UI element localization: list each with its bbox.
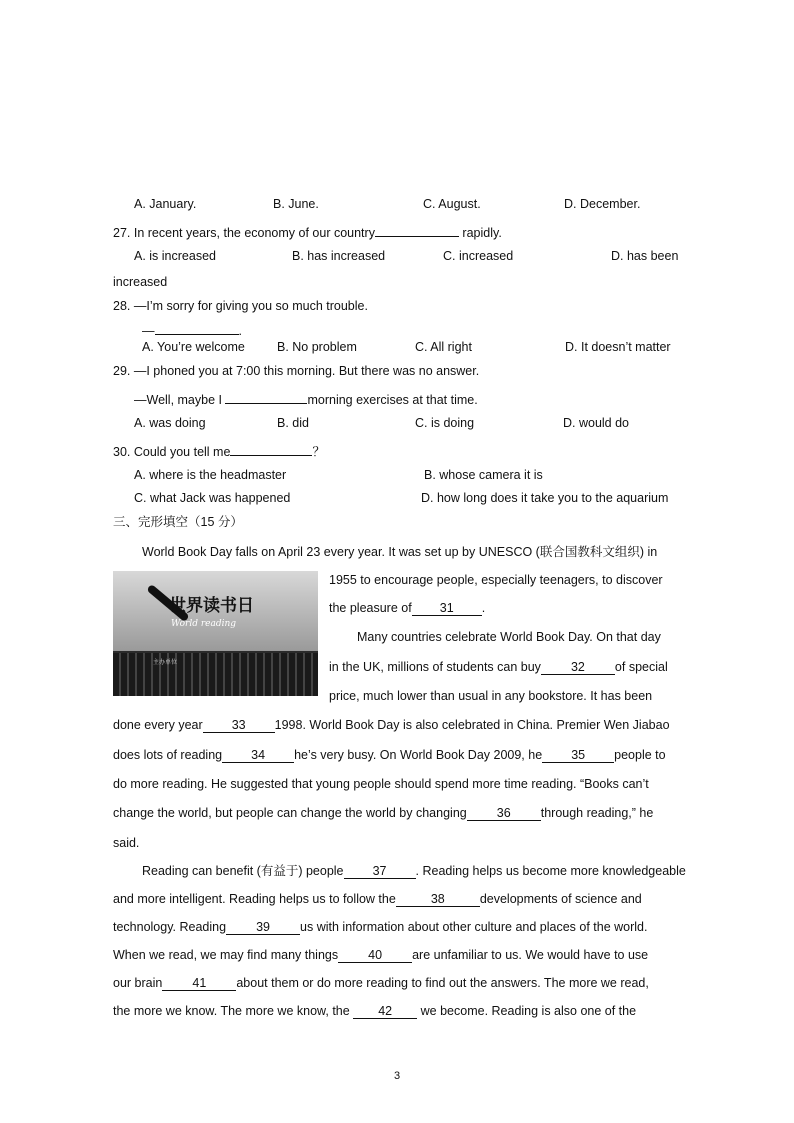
q29-reply: —Well, maybe I morning exercises at that time. (134, 389, 478, 408)
q27-option-b: B. has increased (292, 249, 386, 263)
q30-stem: 30. Could you tell me ？ (113, 441, 325, 460)
q29-stem: 29. —I phoned you at 7:00 this morning. But there was no answer. (113, 364, 480, 378)
q29-option-b: B. did (277, 416, 309, 430)
passage-line: change the world, but people can change the world by changing 36 through reading,” he (113, 806, 654, 820)
cloze-blank-38[interactable]: 38 (396, 892, 480, 907)
q26-option-d: D. December. (564, 197, 641, 211)
q29-option-a: A. was doing (134, 416, 206, 430)
passage-line: Reading can benefit (有益于) people 37 . Reading helps us become more knowledgeable (142, 864, 686, 878)
passage-line: and more intelligent. Reading helps us to follow the 38 developments of science and (113, 892, 642, 906)
passage-line: World Book Day falls on April 23 every year. It was set up by UNESCO (联合国教科文组织) in (142, 545, 658, 559)
cloze-blank-32[interactable]: 32 (541, 660, 615, 675)
q30-blank (230, 441, 312, 456)
q30-option-b: B. whose camera it is (424, 468, 543, 482)
image-title-text: 世界读书日 (169, 596, 254, 616)
cloze-blank-39[interactable]: 39 (226, 920, 300, 935)
image-subtitle-text: World reading (171, 619, 237, 629)
cloze-blank-41[interactable]: 41 (162, 976, 236, 991)
q26-option-a: A. January. (134, 197, 197, 211)
passage-line: the pleasure of 31 . (329, 601, 486, 615)
section-title-cloze: 三、完形填空（15 分） (113, 515, 243, 529)
passage-line: does lots of reading 34 he’s very busy. On World Book Day 2009, he 35 people to (113, 748, 666, 762)
cloze-blank-34[interactable]: 34 (222, 748, 294, 763)
q30-option-d: D. how long does it take you to the aquarium (421, 491, 669, 505)
q28-option-c: C. All right (415, 340, 472, 354)
q29-option-d: D. would do (563, 416, 630, 430)
q27-stem: 27. In recent years, the economy of our country rapidly. (113, 222, 502, 241)
passage-line: done every year 33 1998. World Book Day is also celebrated in China. Premier Wen Jiabao (113, 718, 670, 732)
cloze-blank-35[interactable]: 35 (542, 748, 614, 763)
passage-line: said. (113, 836, 140, 850)
q27-option-d-cont: increased (113, 275, 168, 289)
q30-option-a: A. where is the headmaster (134, 468, 287, 482)
image-caption-text: 主办单位 (153, 660, 178, 666)
cloze-blank-36[interactable]: 36 (467, 806, 541, 821)
q27-option-c: C. increased (443, 249, 514, 263)
q29-blank (225, 389, 307, 404)
passage-line: price, much lower than usual in any bookstore. It has been (329, 689, 653, 703)
passage-line: do more reading. He suggested that young people should spend more time reading. “Books can’t (113, 777, 649, 791)
q28-reply: — . (142, 320, 242, 339)
q28-option-b: B. No problem (277, 340, 357, 354)
passage-line: the more we know. The more we know, the 42 we become. Reading is also one of the (113, 1004, 637, 1018)
world-book-day-image (113, 571, 318, 696)
passage-line: technology. Reading 39 us with information about other culture and places of the world. (113, 920, 648, 934)
cloze-blank-42[interactable]: 42 (353, 1004, 417, 1019)
q27-option-d: D. has been (611, 249, 679, 263)
passage-line: our brain 41 about them or do more reading to find out the answers. The more we read, (113, 976, 649, 990)
q27-option-a: A. is increased (134, 249, 216, 263)
q28-blank (155, 320, 239, 335)
page-number: 3 (393, 1070, 401, 1082)
q28-option-d: D. It doesn’t matter (565, 340, 671, 354)
cloze-blank-31[interactable]: 31 (412, 601, 482, 616)
passage-line: in the UK, millions of students can buy 32 of special (329, 660, 668, 674)
q26-option-c: C. August. (423, 197, 481, 211)
cloze-blank-37[interactable]: 37 (344, 864, 416, 879)
cloze-blank-40[interactable]: 40 (338, 948, 412, 963)
q30-option-c: C. what Jack was happened (134, 491, 291, 505)
passage-line: Many countries celebrate World Book Day. On that day (357, 630, 661, 644)
passage-line: 1955 to encourage people, especially teenagers, to discover (329, 573, 663, 587)
q28-option-a: A. You’re welcome (142, 340, 245, 354)
q29-option-c: C. is doing (415, 416, 475, 430)
q26-option-b: B. June. (273, 197, 319, 211)
q28-stem: 28. —I’m sorry for giving you so much trouble. (113, 299, 368, 313)
passage-line: When we read, we may find many things 40 are unfamiliar to us. We would have to use (113, 948, 649, 962)
cloze-blank-33[interactable]: 33 (203, 718, 275, 733)
q27-blank (375, 222, 459, 237)
